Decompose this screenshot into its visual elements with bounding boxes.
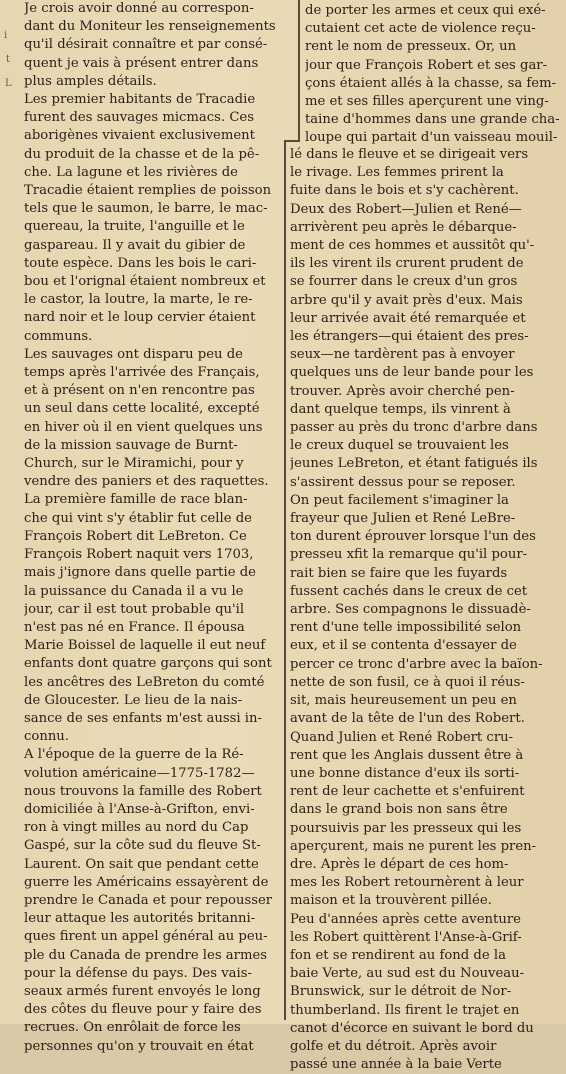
column-rule-horizontal [284,140,300,142]
text-line: loupe qui partait d'un vaisseau mouil- [305,130,558,146]
text-line: ton durent éprouver lorsque l'un des [290,529,536,545]
text-line: aperçurent, mais ne purent les pren- [290,838,537,854]
text-line: poursuivis par les presseux qui les [290,820,522,836]
text-line: maison et la trouvèrent pillée. [290,893,492,909]
text-line: guerre les Américains essayèrent de [24,874,269,890]
text-line: arbre. Ses compagnons le dissuadè- [290,602,531,618]
text-line: un seul dans cette localité, excepté [24,401,260,417]
text-line: qu'il désirait connaître et par consé- [24,37,268,53]
text-line: toute espèce. Dans les bois le cari- [24,255,257,271]
text-line: pour la défense du pays. Des vais- [24,965,252,981]
text-line: du produit de la chasse et de la pê- [24,146,260,162]
text-line: rent le nom de presseux. Or, un [305,39,517,55]
text-line: personnes qu'on y trouvait en état [24,1038,254,1054]
text-line: plus amples détails. [24,73,157,89]
text-line: percer ce tronc d'arbre avec la baïon- [290,656,543,672]
text-line: bou et l'orignal étaient nombreux et [24,274,266,290]
text-line: François Robert naquit vers 1703, [24,547,254,563]
text-line: Quand Julien et René Robert cru- [290,729,514,745]
text-line: dre. Après le départ de ces hom- [290,856,509,872]
text-line: seaux armés furent envoyés le long [24,983,261,999]
text-line: Les sauvages ont disparu peu de [24,346,243,362]
text-line: le creux duquel se trouvaient les [290,438,509,454]
text-line: sance de ses enfants m'est aussi in- [24,710,262,726]
column-rule-left [298,0,300,140]
text-line: leur arrivée avait été remarquée et [290,310,526,326]
margin-mark-1: i [4,30,8,41]
text-line: dant quelque temps, ils vinrent à [290,401,511,417]
text-line: de la mission sauvage de Burnt- [24,437,238,453]
text-line: Laurent. On sait que pendant cette [24,856,259,872]
text-line: dant du Moniteur les renseignements [24,19,276,35]
text-line: les ancêtres des LeBreton du comté [24,674,265,690]
text-line: fon et se rendirent au fond de la [290,947,506,963]
text-line: s'assirent dessus pour se reposer. [290,474,516,490]
text-line: fussent cachés dans le creux de cet [290,583,528,599]
text-line: trouver. Après avoir cherché pen- [290,383,515,399]
text-line: rent d'une telle impossibilité selon [290,620,522,636]
text-line: arbre qu'il y avait près d'eux. Mais [290,292,523,308]
text-line: Deux des Robert—Julien et René— [290,201,522,217]
text-line: enfants dont quatre garçons qui sont [24,656,272,672]
text-line: la puissance du Canada il a vu le [24,583,244,599]
text-line: mais j'ignore dans quelle partie de [24,565,256,581]
right-column-top-text [305,2,563,148]
left-column-text [24,0,282,1056]
text-line: volution américaine—1775-1782— [24,765,255,781]
text-line: tels que le saumon, le barre, le mac- [24,201,268,217]
text-line: vendre des paniers et des raquettes. [24,474,269,490]
text-line: n'est pas né en France. Il épousa [24,619,245,635]
text-line: Marie Boissel de laquelle il eut neuf [24,638,266,654]
text-line: des côtes du fleuve pour y faire des [24,1002,262,1018]
text-line: se fourrer dans le creux d'un gros [290,274,518,290]
text-line: rait bien se faire que les fuyards [290,565,508,581]
text-line: fuite dans le bois et s'y cachèrent. [290,183,519,199]
text-line: ron à vingt milles au nord du Cap [24,820,249,836]
text-line: recrues. On enrôlait de force les [24,1020,241,1036]
text-line: domiciliée à l'Anse-à-Grifton, envi- [24,801,255,817]
column-rule-lower [284,140,286,1020]
text-line: ques firent un appel général au peu- [24,929,268,945]
text-line: quent je vais à présent entrer dans [24,55,259,71]
text-line: che qui vint s'y établir fut celle de [24,510,252,526]
text-line: rent que les Anglais dussent être à [290,747,524,763]
text-line: de porter les armes et ceux qui exé- [305,3,546,18]
right-column-bottom-text [290,146,552,1074]
text-line: canot d'écorce en suivant le bord du [290,1020,534,1036]
text-line: presseu xfit la remarque qu'il pour- [290,547,528,563]
text-line: jour, car il est tout probable qu'il [24,601,245,617]
text-line: sit, mais heureusement un peu en [290,693,517,709]
text-line: nard noir et le loup cervier étaient [24,310,256,326]
text-line: le castor, la loutre, la marte, le re- [24,292,253,308]
text-line: eux, et il se contenta d'essayer de [290,638,517,654]
text-line: che. La lagune et les rivières de [24,164,238,180]
text-line: gaspareau. Il y avait du gibier de [24,237,246,253]
text-line: golfe et du détroit. Après avoir [290,1038,497,1054]
text-line: quelques uns de leur bande pour les [290,365,534,381]
text-line: Je crois avoir donné au correspon- [24,1,254,16]
text-line: Brunswick, sur le détroit de Nor- [290,984,512,1000]
text-line: avant de la tête de l'un des Robert. [290,711,525,727]
text-line: me et ses filles aperçurent une ving- [305,94,549,110]
text-line: furent des sauvages micmacs. Ces [24,110,254,126]
text-line: baie Verte, au sud est du Nouveau- [290,966,525,982]
text-line: leur attaque les autorités britanni- [24,911,256,927]
margin-mark-3: L [5,78,12,89]
text-line: arrivèrent peu après le débarque- [290,219,517,235]
text-line: taine d'hommes dans une grande cha- [305,112,560,128]
text-line: frayeur que Julien et René LeBre- [290,511,516,527]
text-line: mes les Robert retournèrent à leur [290,875,524,891]
text-line: jeunes LeBreton, et étant fatigués ils [290,456,538,472]
text-line: çons étaient allés à la chasse, sa fem- [305,75,557,91]
text-line: seux—ne tardèrent pas à envoyer [290,347,515,363]
text-line: jour que François Robert et ses gar- [305,57,548,73]
text-line: On peut facilement s'imaginer la [290,492,509,508]
text-line: Peu d'années après cette aventure [290,911,521,927]
text-line: Tracadie étaient remplies de poisson [24,183,272,199]
text-line: nette de son fusil, ce à quoi il réus- [290,674,525,690]
text-line: cutaient cet acte de violence reçu- [305,21,536,37]
text-line: les étrangers—qui étaient des pres- [290,329,529,345]
text-line: thumberland. Ils firent le trajet en [290,1002,520,1018]
text-line: ple du Canada de prendre les armes [24,947,268,963]
margin-mark-2: t [6,54,11,65]
text-line: et à présent on n'en rencontre pas [24,383,255,399]
text-line: de Gloucester. Le lieu de la nais- [24,692,243,708]
text-line: lé dans le fleuve et se dirigeait vers [290,147,529,162]
text-line: A l'époque de la guerre de la Ré- [24,747,244,763]
text-line: dans le grand bois non sans être [290,802,508,818]
text-line: Les premier habitants de Tracadie [24,92,256,108]
text-line: prendre le Canada et pour repousser [24,892,273,908]
text-line: passer au près du tronc d'arbre dans [290,420,538,436]
text-line: communs. [24,328,93,344]
text-line: quereau, la truite, l'anguille et le [24,219,245,235]
text-line: ment de ces hommes et aussitôt qu'- [290,238,535,254]
text-line: connu. [24,729,69,745]
text-line: François Robert dit LeBreton. Ce [24,528,247,544]
text-line: rent de leur cachette et s'enfuirent [290,784,525,800]
text-line: en hiver où il en vient quelques uns [24,419,263,435]
text-line: les Robert quittèrent l'Anse-à-Grif- [290,929,522,945]
text-line: temps après l'arrivée des Français, [24,365,260,381]
text-line: nous trouvons la famille des Robert [24,783,262,799]
text-line: une bonne distance d'eux ils sorti- [290,765,520,781]
text-line: le rivage. Les femmes prirent la [290,165,504,181]
text-line: passé une année à la baie Verte [290,1057,502,1073]
text-line: aborigènes vivaient exclusivement [24,128,255,144]
text-line: ils les virent ils crurent prudent de [290,256,524,272]
text-line: La première famille de race blan- [24,492,248,508]
text-line: Gaspé, sur la côte sud du fleuve St- [24,838,261,854]
text-line: Church, sur le Miramichi, pour y [24,456,244,472]
